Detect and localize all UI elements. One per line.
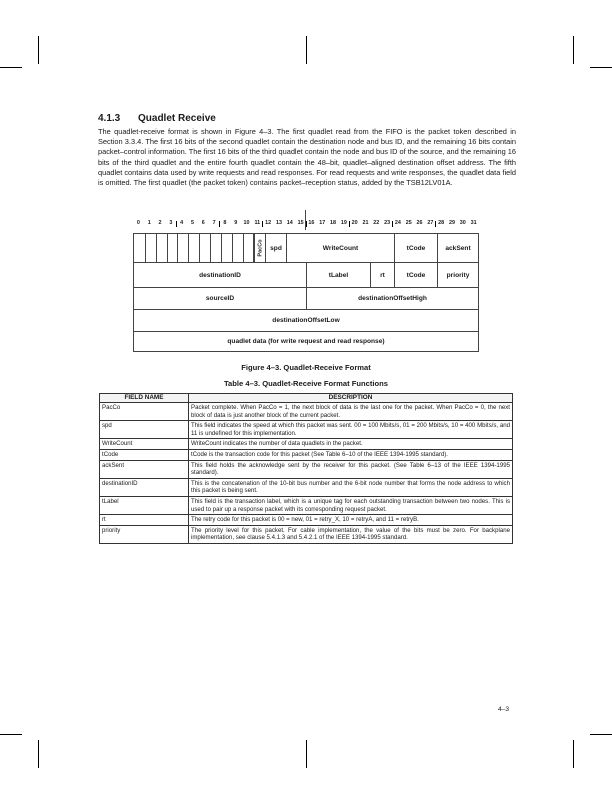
field-name-cell: WriteCount [100,439,189,450]
table-header-row [100,394,513,403]
priority-label: priority [446,271,470,279]
crop-mark [306,740,307,768]
section-heading [98,113,216,124]
tcode-cell [394,234,437,262]
field-name-cell: tCode [100,449,189,460]
sourceid-cell [134,287,306,309]
bit-number: 9 [234,220,238,226]
bit-number: 11 [254,220,261,226]
bit-number: 17 [319,220,326,226]
crop-mark [573,740,574,768]
bit-number: 12 [265,220,272,226]
quadlet-receive-diagram [133,233,479,352]
table-row [100,515,513,526]
field-name-cell: destinationID [100,478,189,496]
bit-number: 18 [330,220,337,226]
bit-number: 30 [459,220,466,226]
tlabel-label: tLabel [328,271,349,279]
table-row [100,421,513,439]
bit-number: 29 [448,220,455,226]
reserved-bit-divider [210,234,211,262]
bit-number: 27 [427,220,434,226]
nibble-divider [176,221,177,227]
tcode-label: tCode [406,244,426,252]
bit-number: 2 [158,220,162,226]
bit-number: 0 [136,220,140,226]
bit-number: 8 [223,220,227,226]
reserved-bit-divider [156,234,157,262]
nibble-divider [262,221,263,227]
table-row [100,449,513,460]
destinationid-label: destinationID [199,271,241,279]
table-row [100,478,513,496]
bit-number: 7 [212,220,216,226]
spd-label: spd [270,244,282,252]
offsetlow-cell [134,309,478,331]
reserved-bit-divider [221,234,222,262]
field-name-header: FIELD NAME [100,394,189,403]
field-name-cell: priority [100,525,189,543]
description-cell: The retry code for this packet is 00 = new, 01 = retry_X, 10 = retryA, and 11 = retryB. [189,515,513,526]
description-cell: This field indicates the speed at which this packet was sent. 00 = 100 Mbits/s, 01 = 200 Mbits/s, 10 = 400 Mbits/s, and 11 is undefined for this implementation. [189,421,513,439]
reserved-bit-divider [232,234,233,262]
bit-number: 3 [169,220,173,226]
tcode-cell-2 [394,262,437,287]
diagram-row-1 [134,234,478,262]
field-name-cell: PacCo [100,403,189,421]
bit-number: 25 [405,220,412,226]
quadletdata-label: quadlet data (for write request and read response) [227,338,385,345]
bit-number: 6 [201,220,205,226]
reserved-bit-divider [243,234,244,262]
spd-cell [265,234,286,262]
page-number: 4–3 [498,706,510,713]
bit-number: 16 [308,220,315,226]
tlabel-cell [306,262,370,287]
figure-caption: Figure 4–3. Quadlet-Receive Format [241,363,371,372]
acksent-label: ackSent [445,244,471,252]
table-body [100,403,513,544]
bit-number: 26 [416,220,423,226]
crop-mark [306,36,307,64]
bit-number: 28 [438,220,445,226]
offsetlow-label: destinationOffsetLow [272,317,340,324]
field-functions-table [99,393,513,544]
field-name-cell: rt [100,515,189,526]
crop-mark [38,740,39,768]
description-cell: This is the concatenation of the 10-bit bus number and the 6-bit node number that forms the node address to which this packet is being sent. [189,478,513,496]
nibble-divider [349,221,350,227]
pacco-label: PacCo [257,239,264,257]
table-row [100,403,513,421]
description-cell: This field holds the acknowledge sent by the receiver for this packet. (See Table 6–13 of the IEEE 1394-1995 standard). [189,460,513,478]
bit-number: 20 [351,220,358,226]
offsethigh-label: destinationOffsetHigh [358,295,427,302]
section-paragraph: The quadlet-receive format is shown in Figure 4–3. The first quadlet read from the FIFO is the packet token described in Section 3.3.4. The first 16 bits of the second quadlet contain the destination node and bus ID, and the remaining 16 bits contain packet–control information. The first 16 bits of the third quadlet contain the node and bus ID of the source, and the remaining 16 bits of the third quadlet and the entire fourth quadlet contain the 48–bit, quadlet–aligned destination offset address. The fifth quadlet contains data used by write requests and read responses. For read requests and write responses, the quadlet data field is omitted. The first quadlet (the packet token) contains packet–reception status, added by the TSB12LV01A. [98,127,516,188]
bit-number: 24 [394,220,401,226]
description-header: DESCRIPTION [189,394,513,403]
table-row [100,460,513,478]
nibble-divider [392,221,393,227]
description-cell: WriteCount indicates the number of data quadlets in the packet. [189,439,513,450]
quadletdata-cell [134,331,478,351]
crop-mark [0,734,22,735]
reserved-bit-divider [199,234,200,262]
bit-number: 23 [384,220,391,226]
priority-cell [437,262,478,287]
table-row [100,525,513,543]
bit-number: 22 [373,220,380,226]
sourceid-label: sourceID [205,295,235,302]
reserved-bit-divider [177,234,178,262]
field-name-cell: ackSent [100,460,189,478]
nibble-divider [219,221,220,227]
description-cell: The priority level for this packet. For cable implementation, the value of the bits must be zero. For backplane implementation, see clause 5.4.1.3 and 5.4.2.1 of the IEEE 1394-1995 standard. [189,525,513,543]
bit-number: 4 [180,220,184,226]
bit-number: 15 [297,220,304,226]
tcode-label-2: tCode [406,271,426,279]
bit-number: 5 [190,220,194,226]
crop-mark [573,36,574,64]
table-row [100,439,513,450]
rt-cell [370,262,394,287]
crop-mark [0,67,22,68]
acksent-cell [437,234,478,262]
bit-number: 21 [362,220,369,226]
description-cell: This field is the transaction label, which is a unique tag for each outstanding transaction between two nodes. This is used to pair up a response packet with its corresponding request packet. [189,496,513,514]
section-number: 4.1.3 [98,113,121,124]
nibble-divider [435,221,436,227]
bit-number: 31 [470,220,477,226]
bit-number: 10 [243,220,250,226]
table-caption: Table 4–3. Quadlet-Receive Format Functions [223,379,388,388]
bit-number: 1 [147,220,151,226]
field-name-cell: spd [100,421,189,439]
bit-number: 14 [286,220,293,226]
reserved-bit-divider [167,234,168,262]
description-cell: tCode is the transaction code for this packet (See Table 6–10 of the IEEE 1394-1995 standard). [189,449,513,460]
description-cell: Packet complete. When PacCo = 1, the next block of data is the last one for the packet. When PacCo = 0, the next block of data is just another block of the current packet. [189,403,513,421]
offsethigh-cell [306,287,478,309]
destinationid-cell [134,262,306,287]
writecount-label: WriteCount [322,244,359,252]
bit-number: 13 [275,220,282,226]
field-name-cell: tLabel [100,496,189,514]
reserved-bit-divider [188,234,189,262]
writecount-cell [286,234,394,262]
table-row [100,496,513,514]
crop-mark [38,36,39,64]
crop-mark [590,67,612,68]
crop-mark [590,734,612,735]
bit-number-ruler [133,220,479,228]
rt-label: rt [380,271,385,279]
section-title: Quadlet Receive [138,113,216,124]
bit-number: 19 [340,220,347,226]
nibble-divider [306,221,307,227]
reserved-bit-divider [145,234,146,262]
